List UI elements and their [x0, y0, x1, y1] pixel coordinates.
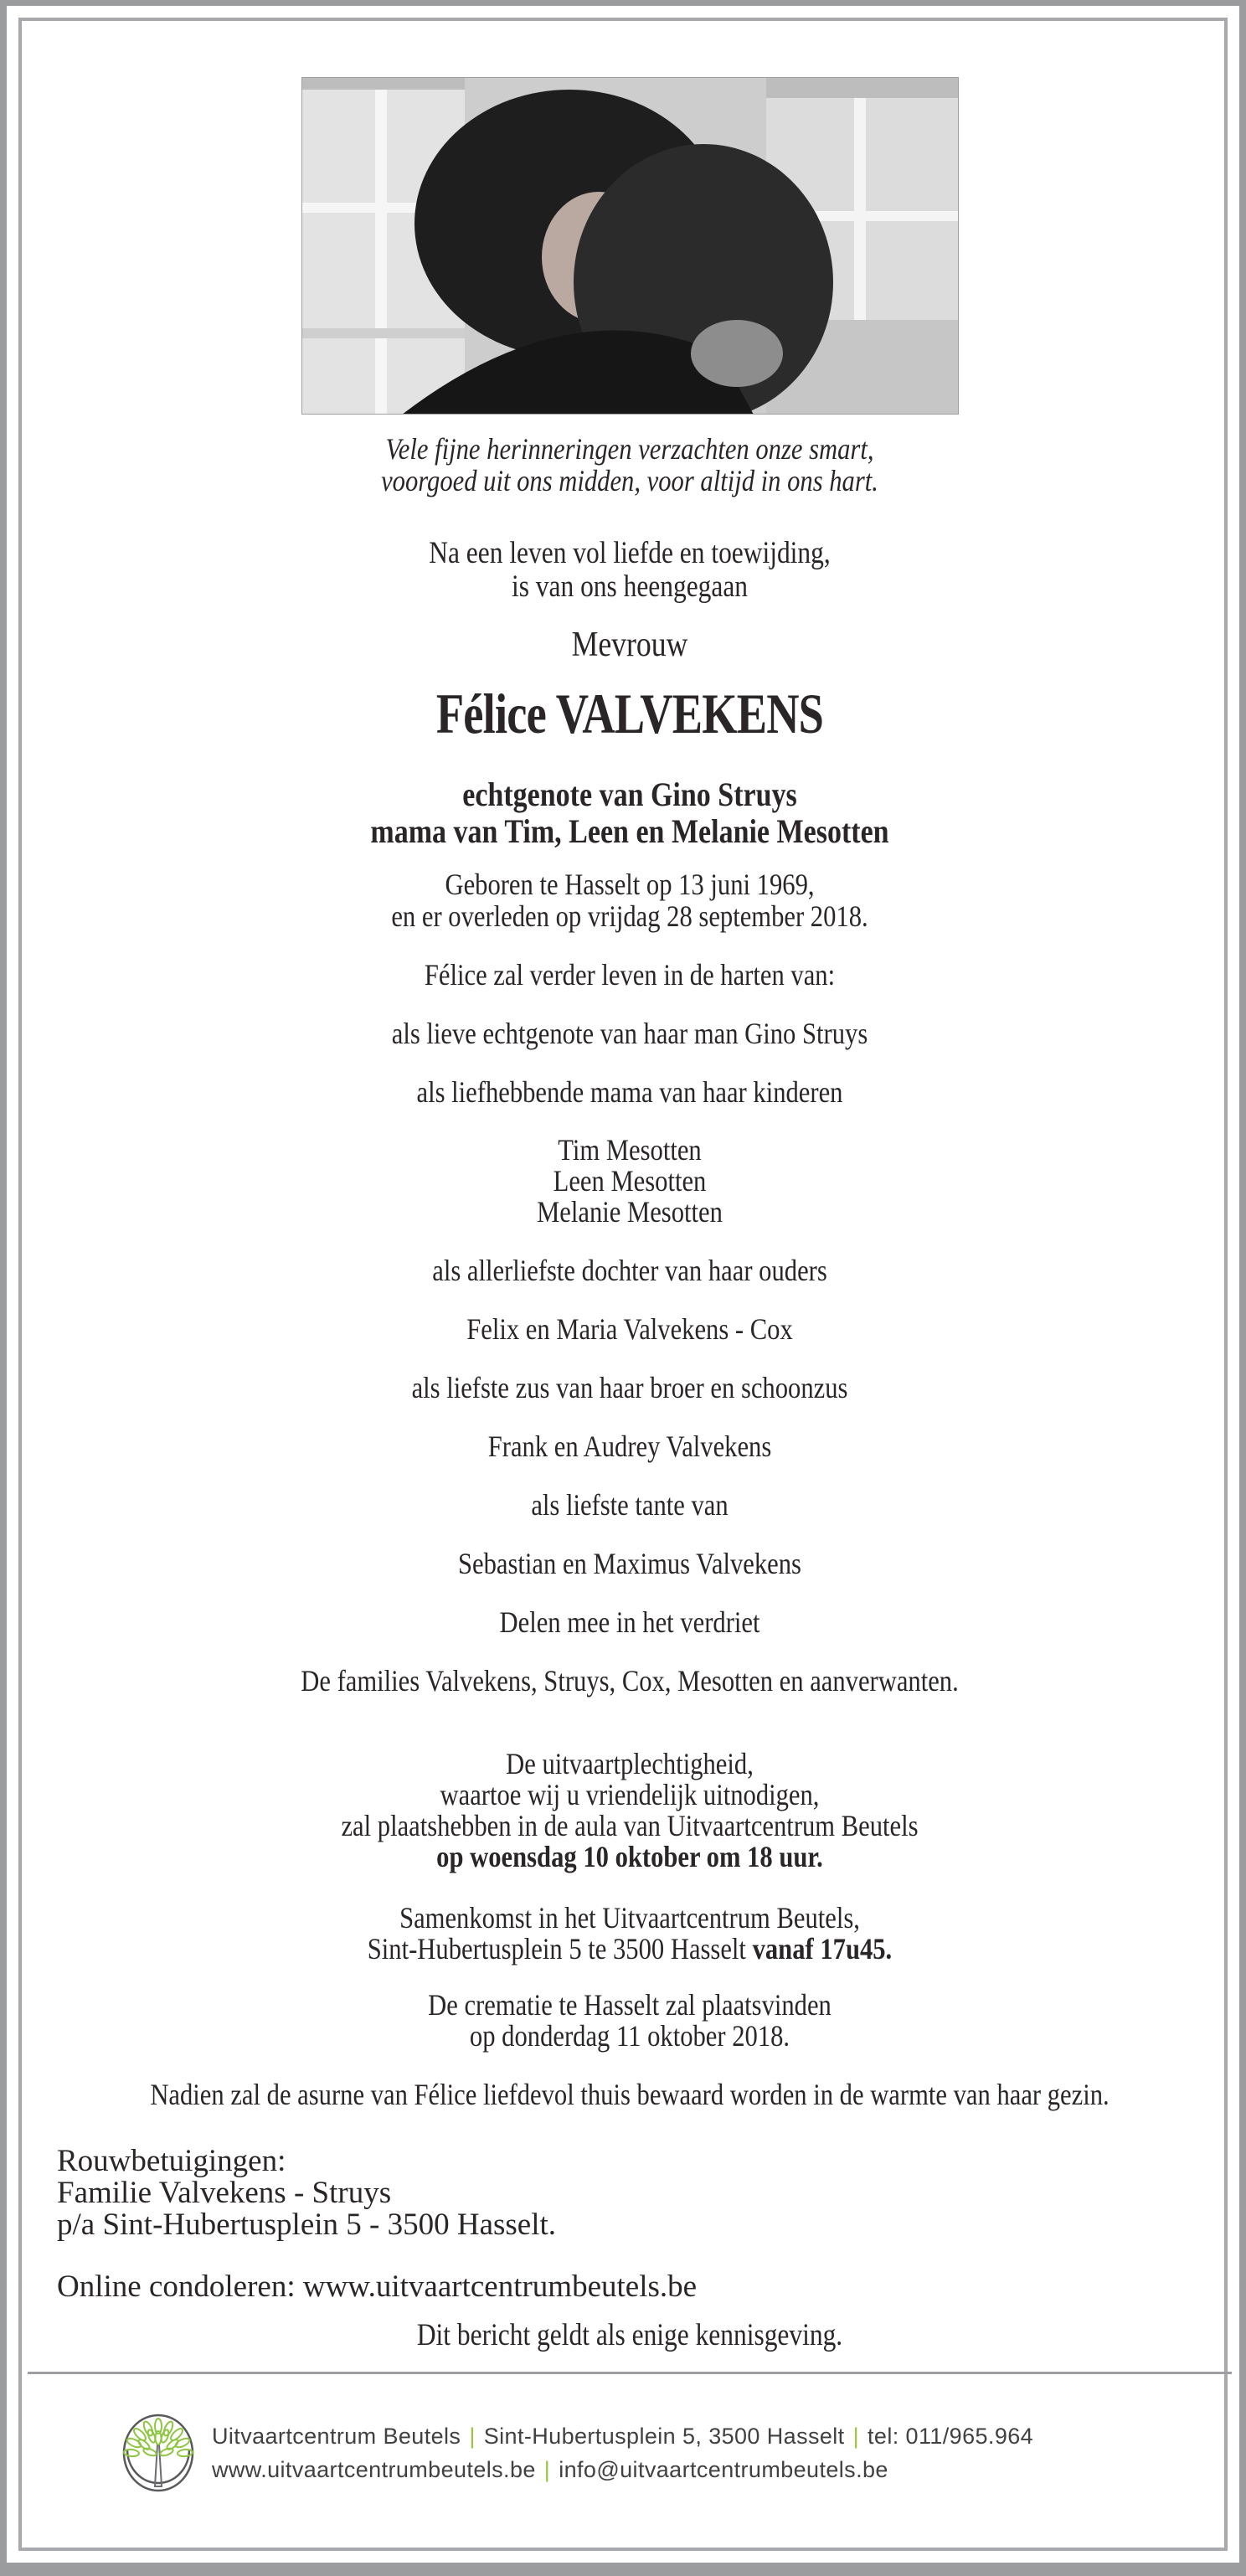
intro-line: is van ons heengegaan — [511, 569, 749, 604]
child-name: Melanie Mesotten — [537, 1195, 723, 1229]
as-mother-line: als liefhebbende mama van haar kinderen — [416, 1075, 843, 1109]
as-wife-line: als lieve echtgenote van haar man Gino Struys — [391, 1017, 868, 1050]
memorial-verse — [118, 433, 1141, 497]
child-name: Leen Mesotten — [553, 1164, 707, 1198]
as-daughter-line: als allerliefste dochter van haar ouders — [432, 1254, 827, 1287]
condolences-address: p/a Sint-Hubertusplein 5 - 3500 Hasselt. — [57, 2208, 557, 2242]
footer-separator: | — [469, 2424, 476, 2449]
verse-line: voorgoed uit ons midden, voor altijd in ons hart. — [381, 464, 878, 497]
tree-logo-icon — [121, 2413, 195, 2493]
death-line: en er overleden op vrijdag 28 september 2018. — [391, 899, 868, 933]
online-condolence-line: Online condoleren: www.uitvaartcentrumbeutels.be — [57, 2269, 698, 2304]
gathering-line: Samenkomst in het Uitvaartcentrum Beutels, — [399, 1901, 860, 1935]
relation-line: echtgenote van Gino Struys — [462, 775, 797, 813]
footer-email: info@uitvaartcentrumbeutels.be — [559, 2457, 888, 2482]
in-hearts-line: Félice zal verder leven in de harten van: — [424, 958, 836, 992]
urn-note: Nadien zal de asurne van Félice liefdevol thuis bewaard worden in de warmte van haar gezin. — [150, 2078, 1110, 2111]
condolences-family: Familie Valvekens - Struys — [57, 2176, 392, 2210]
children-list — [118, 1135, 1141, 1228]
siblings-names: Frank en Audrey Valvekens — [487, 1430, 772, 1463]
obituary-content — [28, 27, 1232, 2557]
gathering-info — [118, 1903, 1141, 1965]
cremation-line: op donderdag 11 oktober 2018. — [469, 2019, 790, 2053]
parents-names: Felix en Maria Valvekens - Cox — [466, 1312, 793, 1346]
gathering-address: Sint-Hubertusplein 5 te 3500 Hasselt — [367, 1932, 753, 1965]
gathering-line — [118, 1934, 1141, 1965]
intro-line: Na een leven vol liefde en toewijding, — [429, 536, 831, 570]
obituary-card — [7, 6, 1239, 2563]
footer-website: www.uitvaartcentrumbeutels.be — [212, 2457, 536, 2482]
condolence-intro-line: Delen mee in het verdriet — [499, 1605, 760, 1639]
footer-line-1 — [212, 2419, 1033, 2453]
memorial-photo — [301, 77, 959, 415]
ceremony-info — [118, 1749, 1141, 1873]
salutation: Mevrouw — [571, 626, 688, 664]
footer-address: Sint-Hubertusplein 5, 3500 Hasselt — [483, 2424, 845, 2449]
cremation-line: De crematie te Hasselt zal plaatsvinden — [428, 1988, 832, 2022]
life-dates — [118, 868, 1141, 932]
ceremony-line: zal plaatshebben in de aula van Uitvaartcentrum Beutels — [341, 1809, 919, 1842]
as-sister-line: als liefste zus van haar broer en schoonzus — [411, 1371, 848, 1404]
footer-phone: tel: 011/965.964 — [868, 2424, 1034, 2449]
verse-line: Vele fijne herinneringen verzachten onze smart, — [385, 432, 874, 466]
footer-line-2 — [212, 2453, 1033, 2486]
relation-line: mama van Tim, Leen en Melanie Mesotten — [370, 812, 889, 850]
relations — [118, 776, 1141, 850]
birth-line: Geboren te Hasselt op 13 juni 1969, — [445, 868, 815, 901]
as-aunt-line: als liefste tante van — [531, 1488, 729, 1522]
ceremony-line: waartoe wij u vriendelijk uitnodigen, — [440, 1778, 820, 1811]
ceremony-datetime: op woensdag 10 oktober om 18 uur. — [436, 1840, 823, 1873]
families-line: De families Valvekens, Struys, Cox, Mesotten en aanverwanten. — [301, 1664, 959, 1698]
ceremony-line: De uitvaartplechtigheid, — [506, 1747, 754, 1780]
notice-line: Dit bericht geldt als enige kennisgeving. — [416, 2318, 843, 2352]
condolences-block — [28, 2146, 1232, 2241]
footer-company: Uitvaartcentrum Beutels — [212, 2424, 461, 2449]
child-name: Tim Mesotten — [558, 1133, 702, 1167]
funeral-home-footer — [121, 2413, 1232, 2493]
nephews-names: Sebastian en Maximus Valvekens — [458, 1547, 801, 1580]
footer-divider — [28, 2372, 1232, 2374]
footer-separator: | — [852, 2424, 860, 2449]
deceased-name: Félice VALVEKENS — [435, 682, 824, 745]
gathering-time: vanaf 17u45. — [752, 1932, 893, 1965]
funeral-home-contact — [212, 2419, 1033, 2486]
cremation-info — [118, 1990, 1141, 2052]
intro-text — [118, 537, 1141, 604]
condolences-title: Rouwbetuigingen: — [57, 2144, 286, 2178]
footer-separator: | — [543, 2457, 551, 2482]
